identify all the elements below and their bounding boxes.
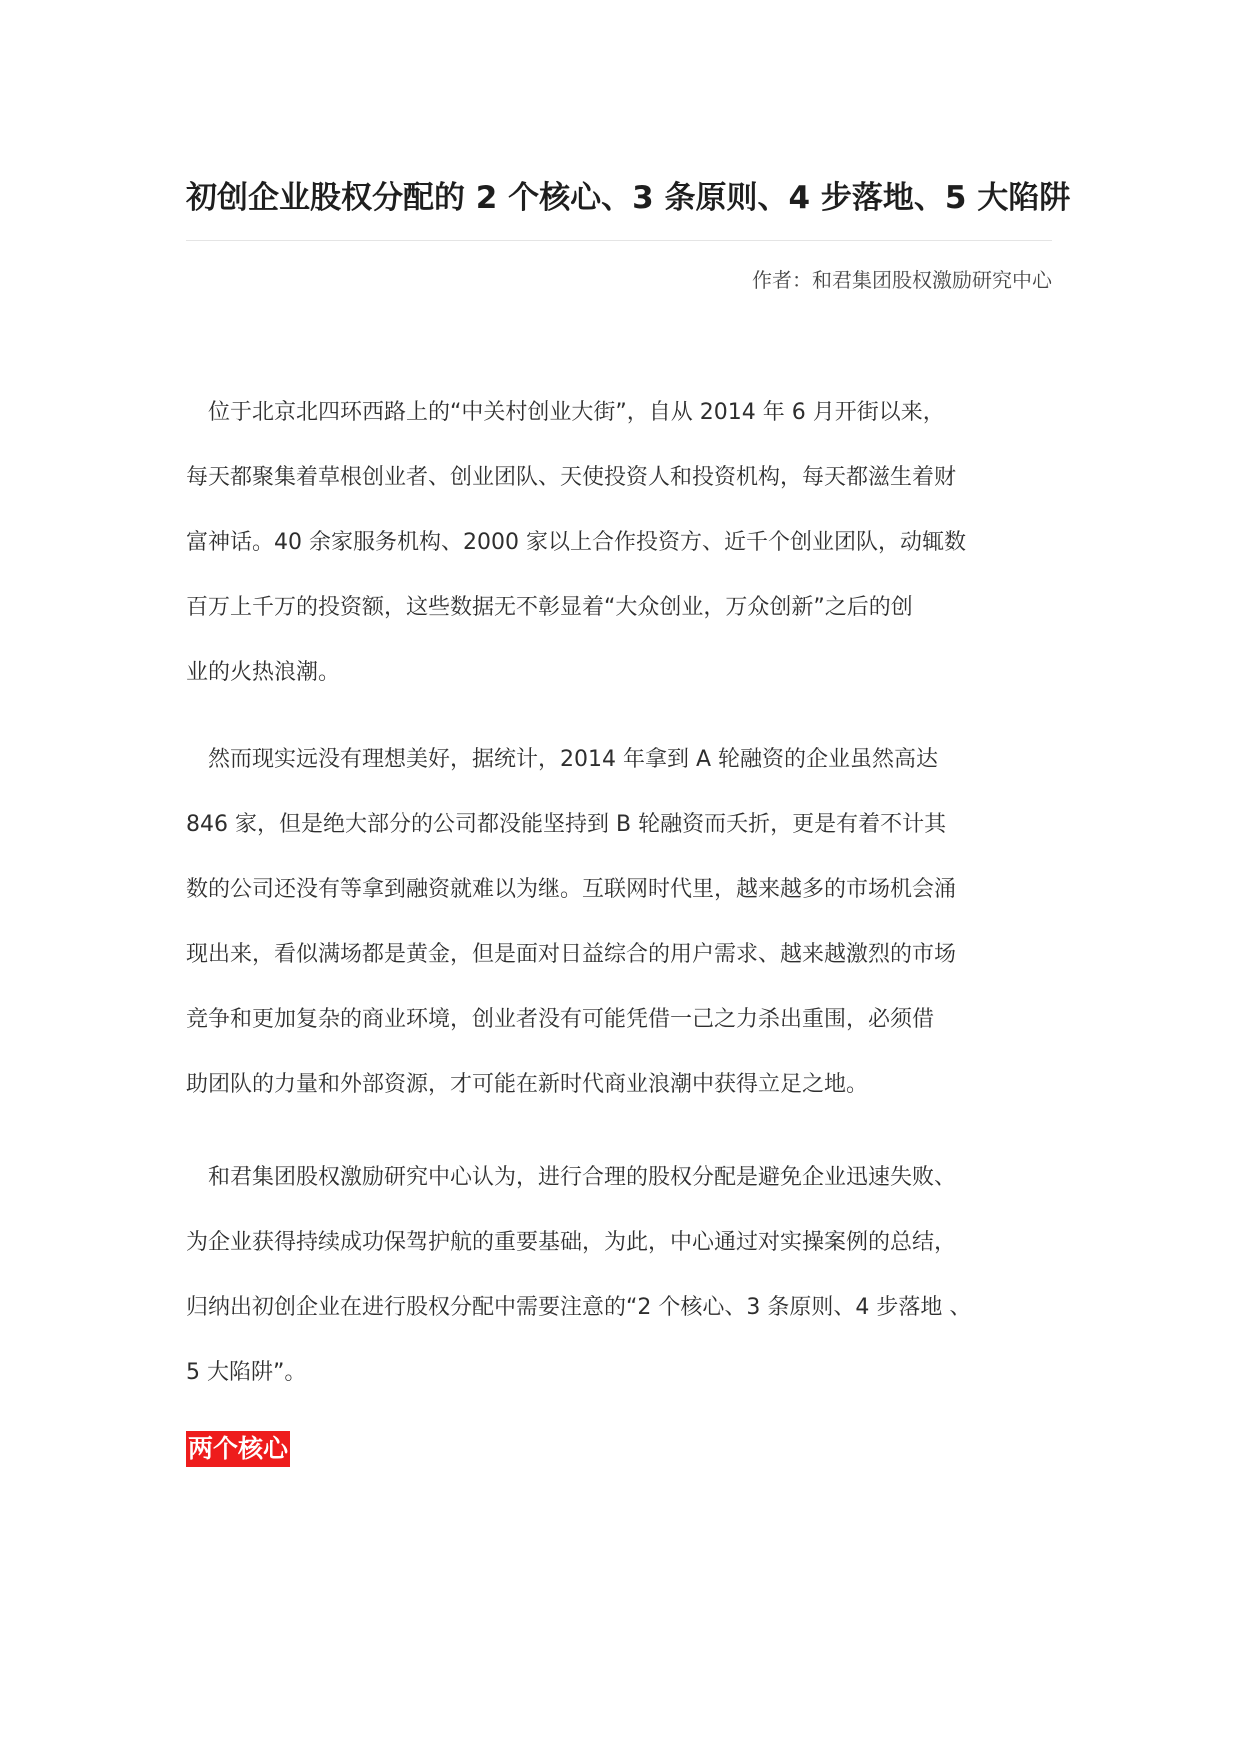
paragraph-line: 数的公司还没有等拿到融资就难以为继。互联网时代里，越来越多的市场机会涌 (186, 877, 957, 902)
paragraph-2 (186, 727, 1066, 1117)
paragraph-line: 5 大陷阱”。 (186, 1360, 307, 1385)
paragraph-line: 业的火热浪潮。 (186, 660, 341, 685)
paragraph-line: 每天都聚集着草根创业者、创业团队、天使投资人和投资机构，每天都滋生着财 (186, 465, 957, 490)
paragraph-line: 竞争和更加复杂的商业环境，创业者没有可能凭借一己之力杀出重围，必须借 (186, 1007, 935, 1032)
author-line: 作者：和君集团股权激励研究中心 (752, 268, 1052, 292)
paragraph-1 (186, 380, 1066, 705)
paragraph-line: 然而现实远没有理想美好，据统计，2014 年拿到 A 轮融资的企业虽然高达 (186, 747, 939, 772)
paragraph-line: 和君集团股权激励研究中心认为，进行合理的股权分配是避免企业迅速失败、 (186, 1165, 957, 1190)
paragraph-line: 助团队的力量和外部资源，才可能在新时代商业浪潮中获得立足之地。 (186, 1072, 869, 1097)
article-title: 初创企业股权分配的 2 个核心、3 条原则、4 步落地、5 大陷阱 (186, 180, 1071, 216)
paragraph-line: 百万上千万的投资额，这些数据无不彰显着“大众创业，万众创新”之后的创 (186, 595, 913, 620)
paragraph-3 (186, 1145, 1066, 1405)
paragraph-line: 富神话。40 余家服务机构、2000 家以上合作投资方、近千个创业团队，动辄数 (186, 530, 966, 555)
paragraph-line: 现出来，看似满场都是黄金，但是面对日益综合的用户需求、越来越激烈的市场 (186, 942, 957, 967)
paragraph-line: 为企业获得持续成功保驾护航的重要基础，为此，中心通过对实操案例的总结， (186, 1230, 957, 1255)
paragraph-line: 位于北京北四环西路上的“中关村创业大街”，自从 2014 年 6 月开街以来， (186, 400, 945, 425)
paragraph-line: 归纳出初创企业在进行股权分配中需要注意的“2 个核心、3 条原则、4 步落地 、 (186, 1295, 972, 1320)
title-divider (186, 240, 1052, 241)
section-heading: 两个核心 (186, 1431, 290, 1467)
paragraph-line: 846 家，但是绝大部分的公司都没能坚持到 B 轮融资而夭折，更是有着不计其 (186, 812, 947, 837)
